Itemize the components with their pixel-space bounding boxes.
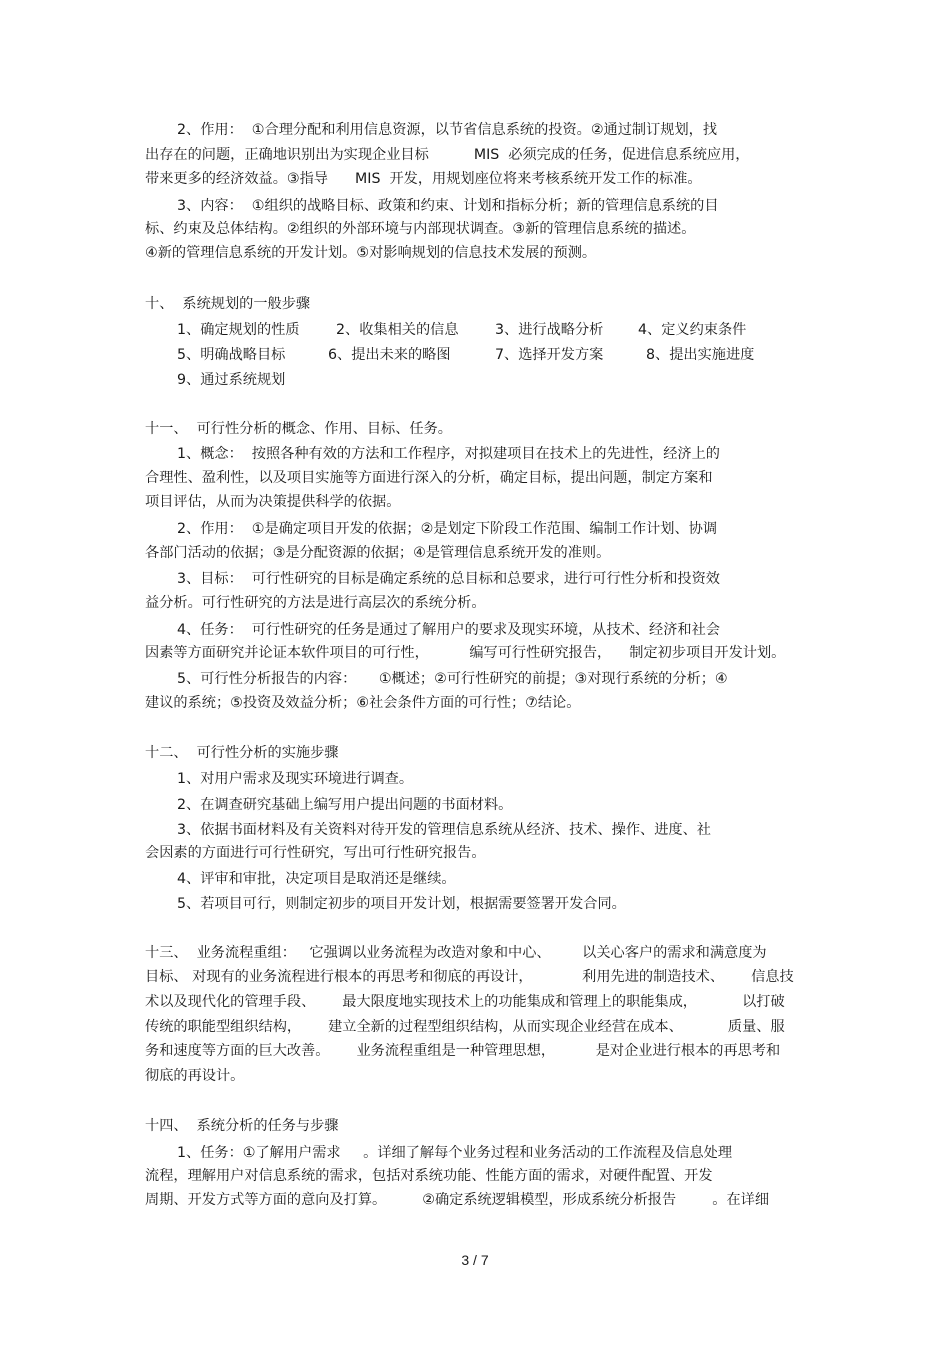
s14-p1-line1: 1、任务：①了解用户需求 。详细了解每个业务过程和业务活动的工作流程及信息处理 bbox=[177, 1145, 733, 1161]
s11-p4-line1: 4、任务： 可行性研究的任务是通过了解用户的要求及现实环境，从技术、经济和社会 bbox=[177, 622, 720, 638]
s9-p2-line3: 带来更多的经济效益。③指导 MIS 开发，用规划座位将来考核系统开发工作的标准。 bbox=[145, 171, 702, 187]
s11-p3-line1: 3、目标： 可行性研究的目标是确定系统的总目标和总要求，进行可行性分析和投资效 bbox=[177, 571, 720, 587]
s14-p1-line2: 流程，理解用户对信息系统的需求，包括对系统功能、性能方面的需求，对硬件配置、开发 bbox=[145, 1168, 713, 1184]
s12-line-2: 2、在调查研究基础上编写用户提出问题的书面材料。 bbox=[177, 797, 513, 813]
s12-line-1: 1、对用户需求及现实环境进行调查。 bbox=[177, 771, 414, 787]
s12-line-3a: 3、依据书面材料及有关资料对待开发的管理信息系统从经济、技术、操作、进度、社 bbox=[177, 822, 711, 838]
s14-heading: 十四、 系统分析的任务与步骤 bbox=[145, 1118, 339, 1134]
s10-step-8: 8、提出实施进度 bbox=[646, 347, 755, 363]
s10-step-4: 4、定义约束条件 bbox=[638, 322, 747, 338]
s12-line-3b: 会因素的方面进行可行性研究，写出可行性研究报告。 bbox=[145, 845, 486, 861]
s11-p5-line2: 建议的系统；⑤投资及效益分析；⑥社会条件方面的可行性；⑦结论。 bbox=[145, 695, 581, 711]
s10-step-5: 5、明确战略目标 bbox=[177, 347, 286, 363]
s9-p3-line3: ④新的管理信息系统的开发计划。⑤对影响规划的信息技术发展的预测。 bbox=[145, 245, 597, 261]
s10-step-9: 9、通过系统规划 bbox=[177, 372, 286, 388]
s12-line-4: 4、评审和审批，决定项目是取消还是继续。 bbox=[177, 871, 456, 887]
s13-line-4: 传统的职能型组织结构， 建立全新的过程型组织结构，从而实现企业经营在成本、 质量、服 bbox=[145, 1019, 785, 1035]
s10-step-7: 7、选择开发方案 bbox=[495, 347, 604, 363]
s12-heading: 十二、 可行性分析的实施步骤 bbox=[145, 745, 339, 761]
s11-p2-line1: 2、作用： ①是确定项目开发的依据；②是划定下阶段工作范围、编制工作计划、协调 bbox=[177, 521, 718, 537]
s10-step-1: 1、确定规划的性质 bbox=[177, 322, 300, 338]
s13-line-6: 彻底的再设计。 bbox=[145, 1068, 245, 1084]
s10-step-2: 2、收集相关的信息 bbox=[336, 322, 459, 338]
s14-p1-line3: 周期、开发方式等方面的意向及打算。 ②确定系统逻辑模型，形成系统分析报告 。在详细 bbox=[145, 1192, 770, 1208]
s11-p2-line2: 各部门活动的依据；③是分配资源的依据；④是管理信息系统开发的准则。 bbox=[145, 545, 611, 561]
s9-p2-line2: 出存在的问题，正确地识别出为实现企业目标 MIS 必须完成的任务，促进信息系统应用， bbox=[145, 147, 750, 163]
s11-p1-line1: 1、概念： 按照各种有效的方法和工作程序，对拟建项目在技术上的先进性，经济上的 bbox=[177, 446, 720, 462]
s9-p3-line2: 标、约束及总体结构。②组织的外部环境与内部现状调查。③新的管理信息系统的描述。 bbox=[145, 221, 696, 237]
s11-p1-line2: 合理性、盈利性，以及项目实施等方面进行深入的分析，确定目标，提出问题，制定方案和 bbox=[145, 470, 713, 486]
s13-line-1: 十三、 业务流程重组： 它强调以业务流程为改造对象和中心、 以关心客户的需求和满意度为 bbox=[145, 945, 767, 961]
s12-line-5: 5、若项目可行，则制定初步的项目开发计划，根据需要签署开发合同。 bbox=[177, 896, 626, 912]
s11-p5-line1: 5、可行性分析报告的内容： ①概述；②可行性研究的前提；③对现行系统的分析；④ bbox=[177, 671, 728, 687]
s10-step-6: 6、提出未来的略图 bbox=[328, 347, 451, 363]
s13-line-2: 目标、 对现有的业务流程进行根本的再思考和彻底的再设计， 利用先进的制造技术、 信息技 bbox=[145, 969, 794, 985]
s11-p3-line2: 益分析。可行性研究的方法是进行高层次的系统分析。 bbox=[145, 595, 486, 611]
s11-p4-line2: 因素等方面研究并论证本软件项目的可行性， 编写可行性研究报告， 制定初步项目开发计划。 bbox=[145, 645, 786, 661]
s10-heading: 十、 系统规划的一般步骤 bbox=[145, 296, 311, 312]
s9-p2-line1: 2、作用： ①合理分配和利用信息资源，以节省信息系统的投资。②通过制订规划，找 bbox=[177, 122, 718, 138]
page-number: 3 / 7 bbox=[461, 1252, 489, 1268]
s11-heading: 十一、 可行性分析的概念、作用、目标、任务。 bbox=[145, 421, 452, 437]
s13-line-5: 务和速度等方面的巨大改善。 业务流程重组是一种管理思想， 是对企业进行根本的再思考和 bbox=[145, 1043, 781, 1059]
s10-step-3: 3、进行战略分析 bbox=[495, 322, 604, 338]
s13-line-3: 术以及现代化的管理手段、 最大限度地实现技术上的功能集成和管理上的职能集成， 以打破 bbox=[145, 994, 785, 1010]
s11-p1-line3: 项目评估，从而为决策提供科学的依据。 bbox=[145, 494, 401, 510]
s9-p3-line1: 3、内容： ①组织的战略目标、政策和约束、计划和指标分析；新的管理信息系统的目 bbox=[177, 198, 719, 214]
